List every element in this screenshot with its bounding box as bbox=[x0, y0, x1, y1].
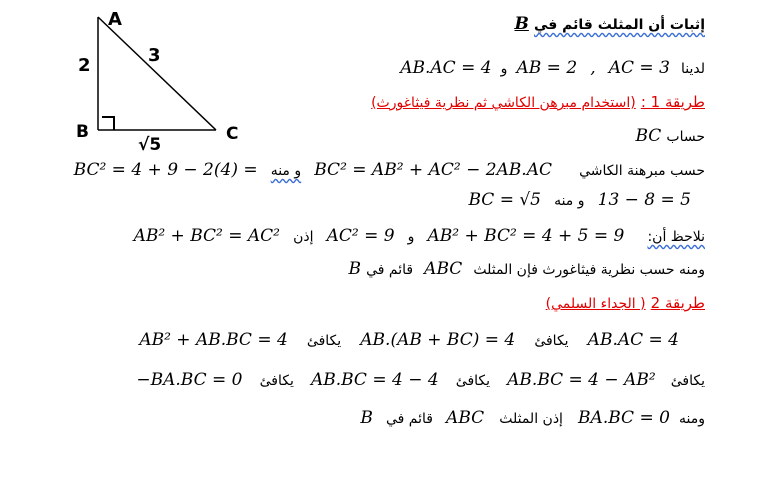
calc-bc-text: حساب bbox=[666, 129, 705, 145]
eq2-equiv1: يكافئ bbox=[455, 373, 491, 389]
eq1-line bbox=[139, 330, 679, 350]
notice-text: نلاحظ أن: bbox=[647, 229, 705, 245]
givens-sep: , bbox=[590, 58, 596, 78]
eq1-equiv1: يكافئ bbox=[534, 333, 569, 349]
conclusion1-triangle: ABC bbox=[424, 259, 463, 279]
eq1-a: AB.AC = 4 bbox=[587, 330, 679, 350]
eq2-equiv2: يكافئ bbox=[259, 373, 294, 389]
title-line bbox=[515, 14, 706, 34]
conclusion1-point: B bbox=[348, 259, 361, 279]
kashi-formula: BC² = AB² + AC² − 2AB.AC bbox=[314, 160, 552, 180]
side-bc-length: √5 bbox=[138, 135, 162, 155]
triangle-sketch bbox=[70, 5, 330, 155]
notice-ac2: AC² = 9 bbox=[326, 226, 395, 246]
eq3-point: B bbox=[360, 408, 373, 428]
side-ab-length: 2 bbox=[78, 55, 91, 76]
calc-bc-line bbox=[635, 126, 705, 146]
calc-bc-var: BC bbox=[635, 126, 662, 146]
method1-label: طريقة 1 : bbox=[640, 93, 705, 111]
eq1-b: AB.(AB + BC) = 4 bbox=[360, 330, 516, 350]
title-point: B bbox=[514, 14, 529, 34]
givens-ab: AB = 2 bbox=[516, 58, 578, 78]
givens-line bbox=[400, 58, 705, 78]
kashi-hence: و منه bbox=[270, 163, 302, 179]
method1-text: (استخدام مبرهن الكاشي ثم نظرية فيثاغورث) bbox=[371, 95, 636, 111]
eq3-lead: ومنه bbox=[679, 411, 705, 427]
bc-result-calc: 13 − 8 = 5 bbox=[597, 190, 691, 210]
conclusion1-right-at: قائم في bbox=[366, 262, 414, 278]
method2-line bbox=[546, 293, 705, 312]
method2-text: ( الجداء السلمي) bbox=[545, 296, 646, 312]
method1-line bbox=[371, 92, 705, 111]
bc-result-value: BC = √5 bbox=[468, 190, 541, 210]
vertex-c-label: C bbox=[226, 124, 239, 144]
eq2-a: AB.BC = 4 − AB² bbox=[507, 370, 656, 390]
eq1-equiv2: يكافئ bbox=[306, 333, 342, 349]
bc-result-line bbox=[468, 190, 691, 210]
kashi-line bbox=[74, 160, 705, 180]
title-text: إثبات أن المثلث قائم في bbox=[533, 17, 705, 33]
notice-then: إذن bbox=[293, 229, 314, 245]
notice-sum: AB² + BC² = 4 + 5 = 9 bbox=[427, 226, 625, 246]
eq2-equiv0: يكافئ bbox=[670, 373, 705, 389]
eq2-b: AB.BC = 4 − 4 bbox=[310, 370, 439, 390]
eq3-triangle: ABC bbox=[446, 408, 485, 428]
givens-lead: لدينا bbox=[680, 61, 705, 77]
notice-line bbox=[134, 226, 705, 246]
method2-label: طريقة 2 bbox=[650, 294, 705, 312]
notice-pyth: AB² + BC² = AC² bbox=[133, 226, 280, 246]
kashi-text: حسب مبرهنة الكاشي bbox=[579, 163, 705, 179]
vertex-a-label: A bbox=[108, 9, 122, 30]
givens-dot: AB.AC = 4 bbox=[400, 58, 492, 78]
right-angle-mark bbox=[102, 117, 114, 130]
vertex-b-label: B bbox=[76, 122, 89, 142]
eq1-c: AB² + AB.BC = 4 bbox=[139, 330, 288, 350]
side-ac-length: 3 bbox=[148, 45, 161, 66]
eq2-c: −BA.BC = 0 bbox=[136, 370, 243, 390]
conclusion1-text: ومنه حسب نظرية فيثاغورث فإن المثلث bbox=[473, 262, 705, 278]
eq2-line bbox=[136, 370, 705, 390]
eq3-a: BA.BC = 0 bbox=[578, 408, 670, 428]
conclusion1-line bbox=[349, 259, 706, 279]
eq3-then: إذن المثلث bbox=[499, 411, 563, 427]
givens-and: و bbox=[500, 61, 508, 77]
notice-and: و bbox=[407, 229, 415, 245]
side-ac bbox=[98, 17, 216, 130]
kashi-calc: BC² = 4 + 9 − 2(4) = bbox=[73, 160, 258, 180]
eq3-line bbox=[360, 408, 705, 428]
eq3-right-at: قائم في bbox=[385, 411, 433, 427]
givens-ac: AC = 3 bbox=[608, 58, 670, 78]
bc-result-hence: و منه bbox=[554, 193, 585, 209]
